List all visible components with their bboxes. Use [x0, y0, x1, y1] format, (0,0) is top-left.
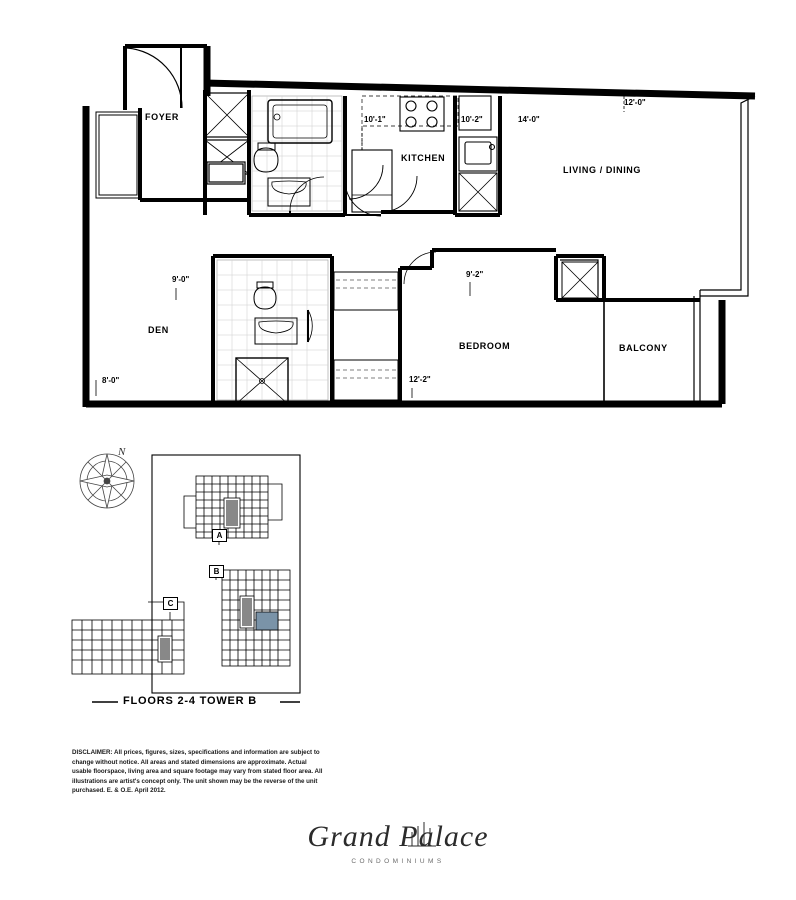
- closets: [334, 272, 398, 400]
- brand-logo: [0, 820, 796, 865]
- dimension-living-width: 14'-0": [518, 115, 540, 124]
- dimension-kitchen-width: 10'-1": [364, 115, 386, 124]
- dimension-den-depth: 8'-0": [102, 376, 120, 385]
- keyplan-unit-a: A: [212, 529, 227, 542]
- dimension-living-depth: 12'-0": [624, 98, 646, 107]
- foyer-closet: [96, 112, 140, 198]
- interior-walls: [205, 90, 345, 215]
- master-bath: [217, 260, 328, 404]
- dimension-kitchen-depth: 10'-2": [461, 115, 483, 124]
- room-label-bedroom: BEDROOM: [459, 341, 511, 351]
- room-label-living-dining: LIVING / DINING: [563, 165, 642, 175]
- closet-laundry: [205, 93, 249, 184]
- dimension-bedroom-depth: 12'-2": [409, 375, 431, 384]
- room-label-den: DEN: [148, 325, 169, 335]
- keyplan-unit-c: C: [163, 597, 178, 610]
- compass-north-label: N: [118, 446, 126, 458]
- brand-name: Grand Palace: [307, 820, 489, 853]
- bathroom-upper: [252, 96, 342, 213]
- disclaimer-text: DISCLAIMER: All prices, figures, sizes, specifications and information are subject to change without notice. All areas and stated dimensions are approximate. Actual usable floorspace, living area and square footage may vary from stated floor area. All illustrations are artist's concept only. The unit shown may be the reverse of the unit purchased. E. & O.E. April 2012.: [72, 749, 323, 795]
- entry-door: [125, 46, 207, 110]
- den-bath-walls: [213, 256, 332, 404]
- keyplan-drawing: [72, 454, 300, 702]
- room-label-kitchen: KITCHEN: [401, 153, 446, 163]
- room-label-balcony: BALCONY: [619, 343, 668, 353]
- compass-rose: [80, 454, 134, 508]
- room-label-foyer: FOYER: [145, 112, 180, 122]
- dimension-bedroom-width: 9'-2": [466, 270, 484, 279]
- brand-subtitle: CONDOMINIUMS: [351, 858, 445, 865]
- living-dining-lines: [560, 260, 598, 298]
- dimension-lines: [96, 96, 624, 398]
- keyplan-unit-b: B: [209, 565, 224, 578]
- dimension-den-width: 9'-0": [172, 275, 190, 284]
- keyplan-title: FLOORS 2-4 TOWER B: [123, 695, 257, 707]
